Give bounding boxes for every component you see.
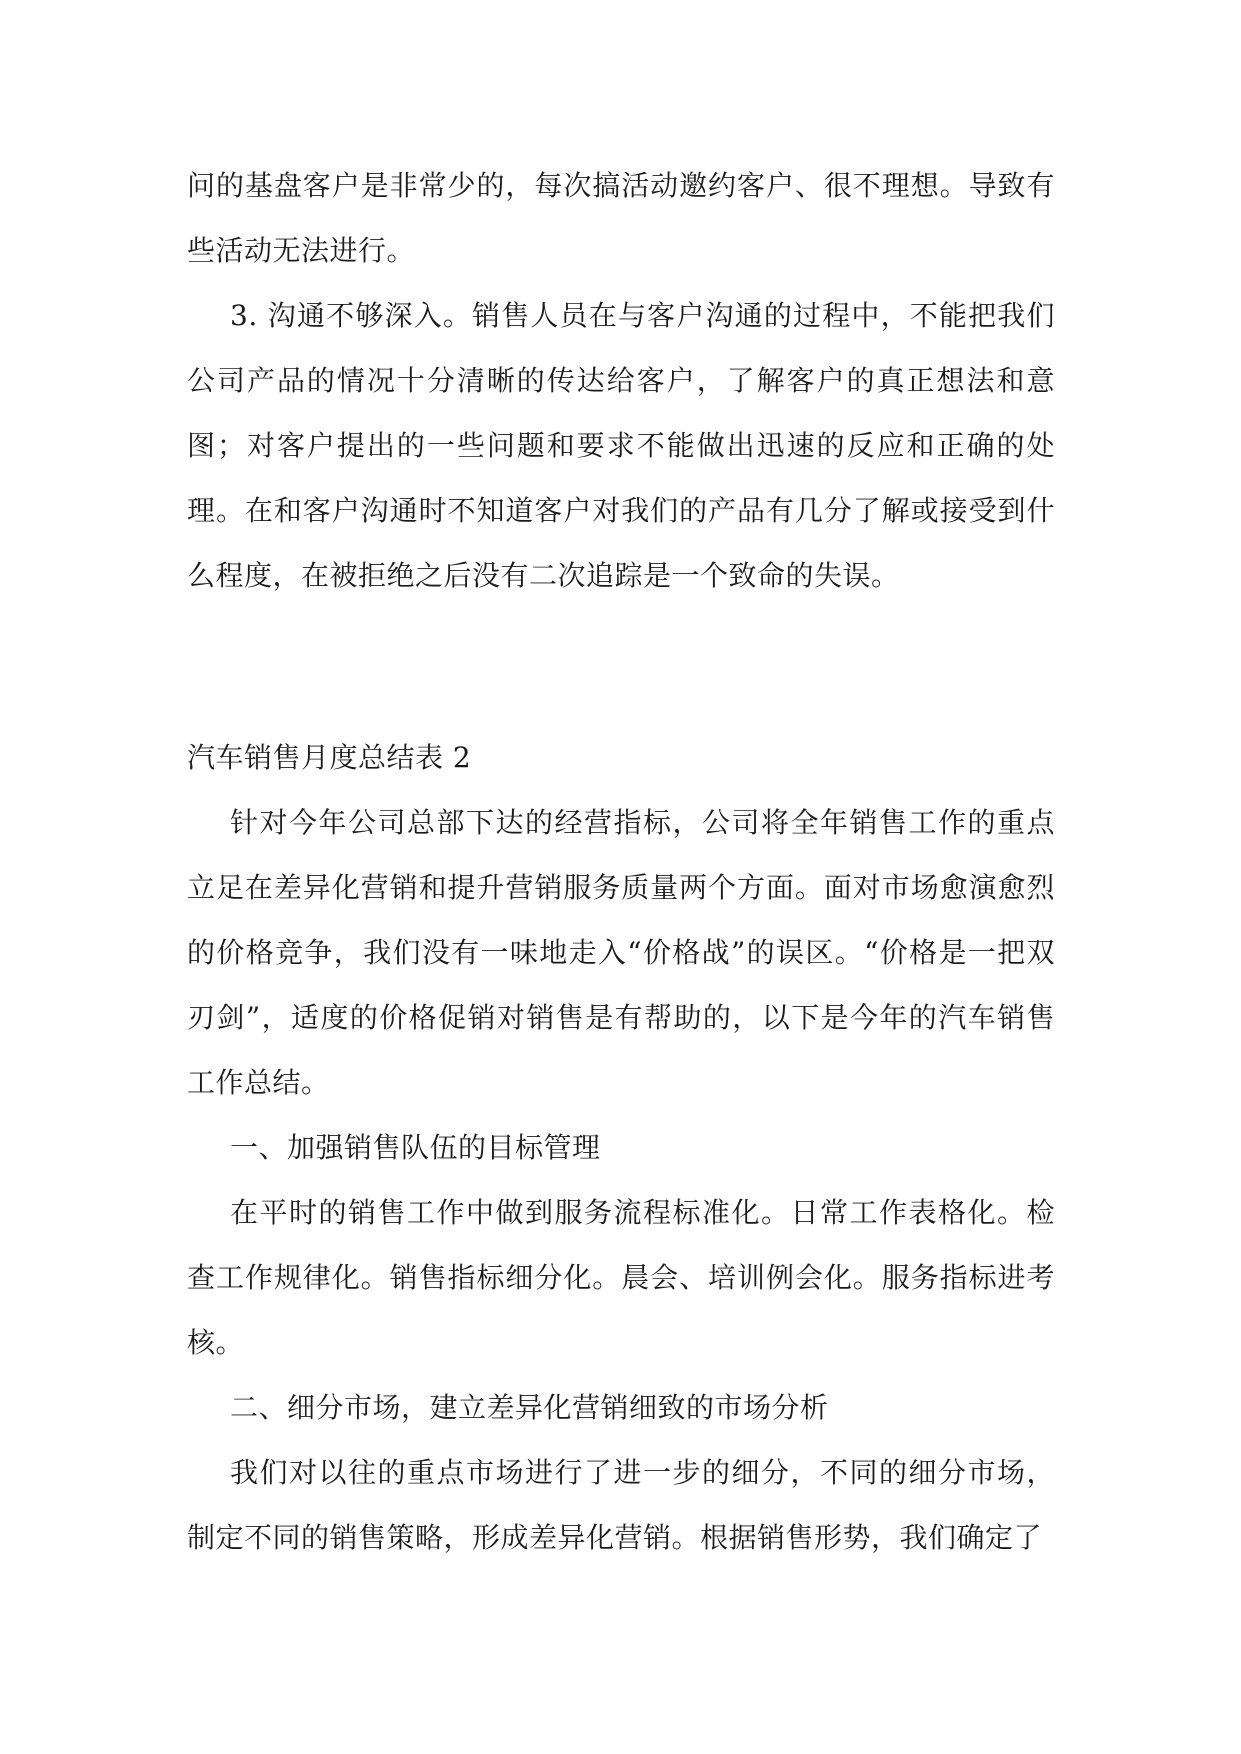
- paragraph-market-segmentation: 我们对以往的重点市场进行了进一步的细分，不同的细分市场，制定不同的销售策略，形成差异化营销。根据销售形势，我们确定了: [187, 1456, 1055, 1554]
- heading-target-management: 一、加强销售队伍的目标管理: [230, 1131, 601, 1164]
- paragraph-continued: 问的基盘客户是非常少的，每次搞活动邀约客户、很不理想。导致有些活动无法进行。: [187, 169, 1055, 267]
- paragraph-intro: 针对今年公司总部下达的经营指标，公司将全年销售工作的重点立足在差异化营销和提升营销服务质量两个方面。面对市场愈演愈烈的价格竞争，我们没有一味地走入“价格战”的误区。“价格是一把双刃剑”，适度的价格促销对销售是有帮助的，以下是今年的汽车销售工作总结。: [187, 806, 1055, 1099]
- paragraph-communication: 3. 沟通不够深入。销售人员在与客户沟通的过程中，不能把我们公司产品的情况十分清晰的传达给客户，了解客户的真正想法和意图；对客户提出的一些问题和要求不能做出迅速的反应和正确的处理。在和客户沟通时不知道客户对我们的产品有几分了解或接受到什么程度，在被拒绝之后没有二次追踪是一个致命的失误。: [187, 299, 1055, 592]
- paragraph-target-management: 在平时的销售工作中做到服务流程标准化。日常工作表格化。检查工作规律化。销售指标细分化。晨会、培训例会化。服务指标进考核。: [187, 1196, 1055, 1359]
- text-block-summary: [187, 725, 1055, 1570]
- section-title: 汽车销售月度总结表 2: [187, 741, 472, 774]
- heading-market-segmentation: 二、细分市场，建立差异化营销细致的市场分析: [230, 1391, 829, 1424]
- text-block-top: [187, 153, 1055, 608]
